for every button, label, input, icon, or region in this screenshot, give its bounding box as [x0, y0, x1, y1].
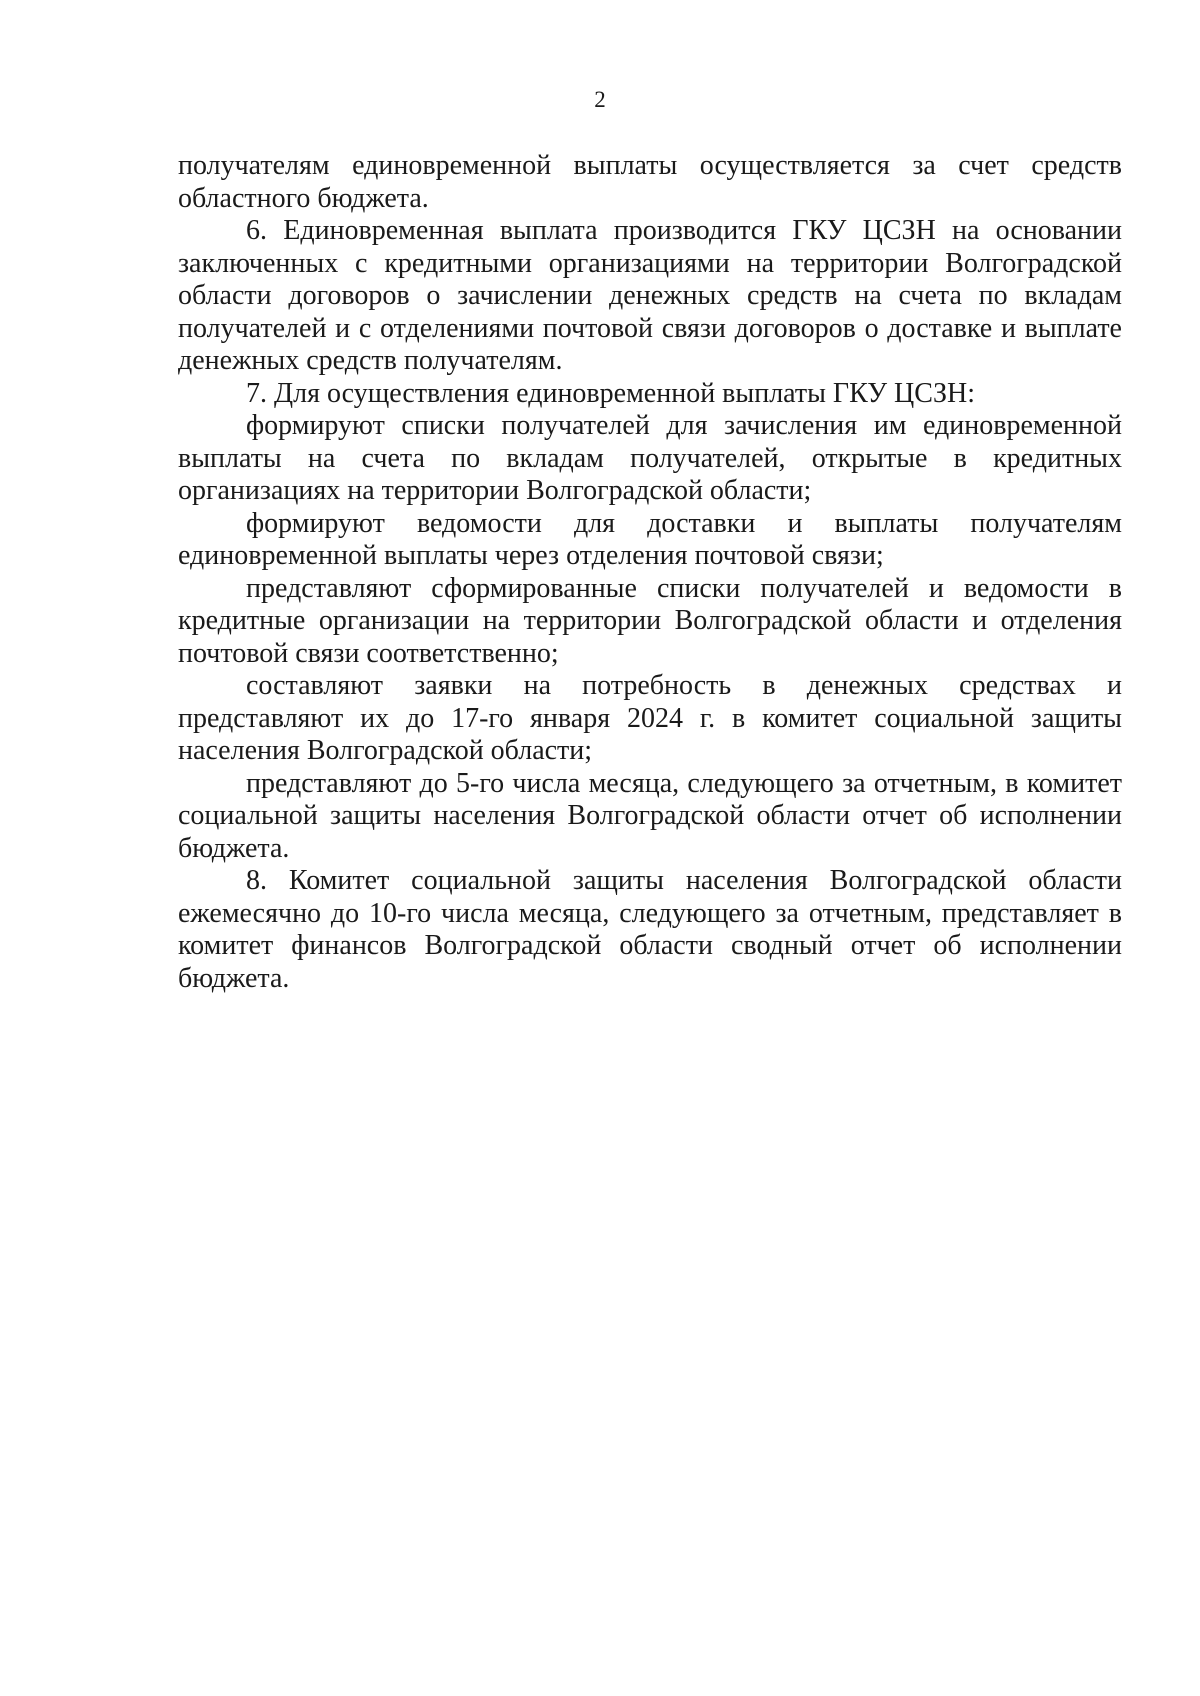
page-number: 2 [594, 87, 606, 112]
document-body [178, 150, 1122, 995]
paragraph-item-6: 6. Единовременная выплата производится ГКУ ЦСЗН на основании заключенных с кредитными организациями на территории Волгоградской области договоров о зачислении денежных средств на счета по вкладам получателей и с отделениями почтовой связи договоров о доставке и выплате денежных средств получателям. [178, 215, 1122, 376]
paragraph-item-7-requests: составляют заявки на потребность в денежных средствах и представляют их до 17-го января 2024 г. в комитет социальной защиты населения Волгоградской области; [178, 670, 1122, 766]
paragraph-item-7-lists: формируют списки получателей для зачисления им единовременной выплаты на счета по вкладам получателей, открытые в кредитных организациях на территории Волгоградской области; [178, 410, 1122, 506]
paragraph-item-7-report: представляют до 5-го числа месяца, следующего за отчетным, в комитет социальной защиты населения Волгоградской области отчет об исполнении бюджета. [178, 767, 1122, 864]
paragraph-continuation: получателям единовременной выплаты осуществляется за счет средств областного бюджета. [178, 150, 1122, 214]
paragraph-item-8: 8. Комитет социальной защиты населения Волгоградской области ежемесячно до 10-го числа месяца, следующего за отчетным, представляет в комитет финансов Волгоградской области сводный отчет об исполнении бюджета. [178, 865, 1122, 994]
paragraph-item-7: 7. Для осуществления единовременной выплаты ГКУ ЦСЗН: [246, 377, 975, 409]
paragraph-item-7-statements: формируют ведомости для доставки и выплаты получателям единовременной выплаты через отделения почтовой связи; [178, 507, 1122, 571]
paragraph-item-7-submit: представляют сформированные списки получателей и ведомости в кредитные организации на территории Волгоградской области и отделения почтовой связи соответственно; [178, 572, 1122, 669]
